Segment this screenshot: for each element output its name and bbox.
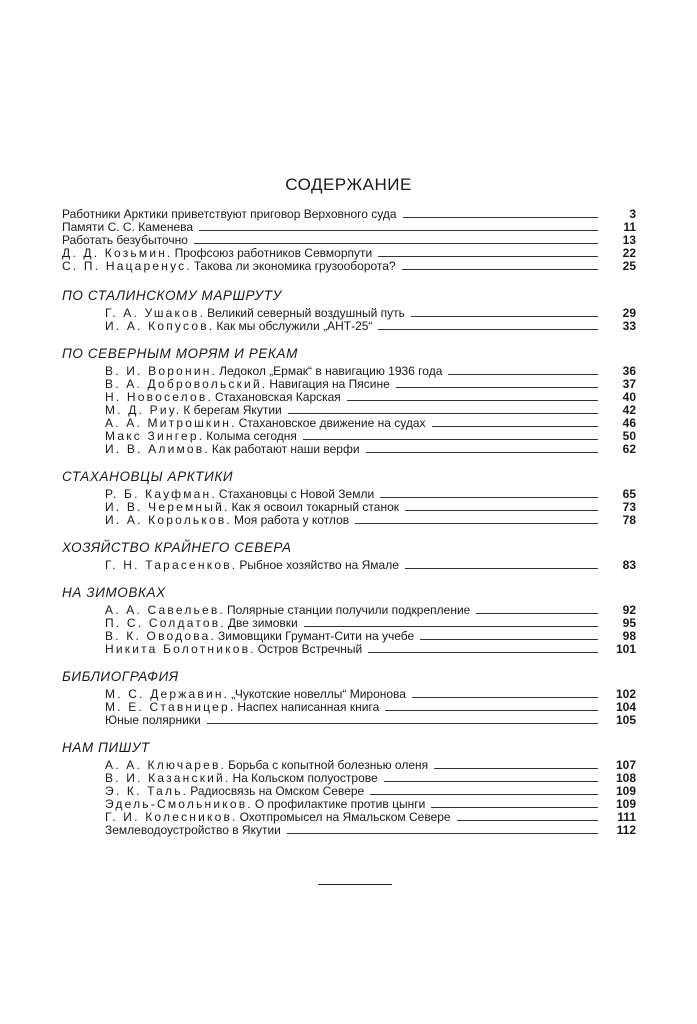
leader-line	[287, 833, 598, 834]
leader-line	[476, 613, 598, 614]
entry-author: Г. А. Ушаков.	[105, 306, 206, 320]
entry-title: Стахановская Карская	[214, 390, 341, 404]
entry-author: П. С. Солдатов.	[105, 616, 226, 630]
entry-author: Макс Зингер.	[105, 429, 205, 443]
entry-title: Такова ли экономика грузооборота?	[193, 259, 396, 273]
entry-page: 102	[615, 687, 636, 701]
section-heading: НА ЗИМОВКАХ	[62, 585, 166, 600]
toc-entry[interactable]	[62, 260, 636, 273]
entry-page: 92	[622, 603, 636, 617]
section-heading: ХОЗЯЙСТВО КРАЙНЕГО СЕВЕРА	[62, 540, 292, 555]
toc-entry[interactable]	[62, 824, 636, 837]
entry-title: Радиосвязь на Омском Севере	[190, 784, 365, 798]
section-heading: БИБЛИОГРАФИЯ	[62, 669, 179, 684]
entry-title: Борьба с копытной болезнью оленя	[228, 758, 429, 772]
entry-title: На Кольском полуострове	[232, 771, 378, 785]
entry-title: Моя работа у котлов	[233, 513, 350, 527]
entry-title: К берегам Якутии	[183, 403, 282, 417]
leader-line	[303, 439, 598, 440]
entry-page: 98	[622, 629, 636, 643]
leader-line	[405, 510, 598, 511]
entry-page: 3	[629, 207, 636, 221]
entry-author: И. А. Копусов.	[105, 319, 215, 333]
leader-line	[420, 639, 598, 640]
entry-title: Великий северный воздушный путь	[207, 306, 405, 320]
entry-author: В. И. Воронин.	[105, 364, 218, 378]
leader-line	[396, 387, 598, 388]
leader-line	[366, 452, 598, 453]
entry-author: М. С. Державин.	[105, 687, 230, 701]
entry-title: Памяти С. С. Каменева	[62, 220, 194, 234]
entry-title: Юные полярники	[105, 713, 201, 727]
toc-entry[interactable]	[62, 643, 636, 656]
entry-title: „Чукотские новеллы“ Миронова	[231, 687, 406, 701]
toc-entry[interactable]	[62, 714, 636, 727]
leader-line	[288, 413, 598, 414]
leader-line	[384, 781, 598, 782]
leader-line	[207, 723, 598, 724]
leader-line	[405, 568, 598, 569]
entry-page: 40	[622, 390, 636, 404]
separator-rule	[318, 884, 392, 885]
entry-page: 109	[615, 797, 636, 811]
entry-title: Стахановцы с Новой Земли	[218, 487, 375, 501]
leader-line	[355, 523, 598, 524]
leader-line	[402, 269, 598, 270]
entry-title: Наспех написанная книга	[237, 700, 380, 714]
entry-page: 37	[622, 377, 636, 391]
entry-author: Н. Новоселов.	[105, 390, 213, 404]
entry-title: Навигация на Пясине	[269, 377, 390, 391]
entry-page: 101	[615, 642, 636, 656]
leader-line	[378, 256, 598, 257]
entry-page: 104	[615, 700, 636, 714]
leader-line	[380, 497, 598, 498]
entry-title: Работники Арктики приветствуют приговор Верховного суда	[62, 207, 397, 221]
page-title: СОДЕРЖАНИЕ	[285, 175, 412, 194]
entry-page: 111	[617, 810, 636, 824]
leader-line	[432, 426, 598, 427]
leader-line	[199, 230, 598, 231]
entry-title: Две зимовки	[227, 616, 298, 630]
entry-author: С. П. Нацаренус.	[62, 259, 192, 273]
leader-line	[370, 794, 598, 795]
entry-title: Профсоюз работников Севморпути	[174, 246, 373, 260]
entry-author: Г. И. Колесников.	[105, 810, 238, 824]
leader-line	[347, 400, 598, 401]
entry-author: Д. Д. Козьмин.	[62, 246, 173, 260]
entry-page: 42	[622, 403, 636, 417]
toc-entry[interactable]	[62, 559, 636, 572]
entry-author: И. В. Алимов.	[105, 442, 210, 456]
leader-line	[304, 626, 598, 627]
entry-page: 112	[616, 823, 636, 837]
entry-author: В. А. Добровольский.	[105, 377, 268, 391]
entry-page: 25	[622, 259, 636, 273]
toc-entry[interactable]	[62, 514, 636, 527]
entry-page: 29	[622, 306, 636, 320]
entry-page: 107	[615, 758, 636, 772]
entry-page: 11	[623, 220, 636, 234]
entry-title: Ледокол „Ермак“ в навигацию 1936 года	[219, 364, 443, 378]
entry-title: Колыма сегодня	[206, 429, 297, 443]
entry-page: 62	[622, 442, 636, 456]
entry-title: Остров Встречный	[257, 642, 363, 656]
entry-author: М. Д. Риу.	[105, 403, 182, 417]
section-heading: СТАХАНОВЦЫ АРКТИКИ	[62, 469, 234, 484]
entry-title: Землеводоустройство в Якутии	[105, 823, 281, 837]
entry-title: Как я освоил токарный станок	[231, 500, 400, 514]
entry-author: М. Е. Ставницер.	[105, 700, 236, 714]
toc-entry[interactable]	[62, 443, 636, 456]
entry-title: О профилактике против цынги	[254, 797, 426, 811]
entry-title: Стахановское движение на судах	[238, 416, 426, 430]
entry-author: Р. Б. Кауфман.	[105, 487, 217, 501]
entry-title: Работать безубыточно	[62, 233, 188, 247]
entry-author: А. А. Митрошкин.	[105, 416, 237, 430]
leader-line	[412, 697, 598, 698]
entry-title: Полярные станции получили подкрепление	[226, 603, 471, 617]
entry-author: Эдель-Смольников.	[105, 797, 253, 811]
leader-line	[385, 710, 598, 711]
entry-author: И. А. Корольков.	[105, 513, 232, 527]
section-heading: НАМ ПИШУТ	[62, 740, 150, 755]
entry-author: Г. Н. Тарасенков.	[105, 558, 238, 572]
entry-page: 108	[615, 771, 636, 785]
leader-line	[194, 243, 598, 244]
leader-line	[378, 329, 598, 330]
entry-title: Охотпромысел на Ямальском Севере	[239, 810, 451, 824]
entry-page: 109	[615, 784, 636, 798]
leader-line	[368, 652, 598, 653]
entry-author: В. К. Оводова.	[105, 629, 217, 643]
toc-entry[interactable]	[62, 320, 636, 333]
entry-page: 65	[622, 487, 636, 501]
entry-page: 22	[622, 246, 636, 260]
entry-page: 83	[622, 558, 636, 572]
leader-line	[457, 820, 598, 821]
entry-page: 36	[622, 364, 636, 378]
entry-page: 105	[615, 713, 636, 727]
leader-line	[411, 316, 598, 317]
leader-line	[448, 374, 598, 375]
entry-page: 46	[622, 416, 636, 430]
entry-author: И. В. Черемный.	[105, 500, 230, 514]
entry-author: Никита Болотников.	[105, 642, 256, 656]
entry-page: 13	[622, 233, 636, 247]
entry-title: Рыбное хозяйство на Ямале	[239, 558, 399, 572]
entry-author: А. А. Савельев.	[105, 603, 225, 617]
entry-author: В. И. Казанский.	[105, 771, 231, 785]
leader-line	[403, 217, 598, 218]
table-of-contents	[62, 208, 636, 837]
entry-page: 73	[622, 500, 636, 514]
entry-page: 33	[622, 319, 636, 333]
entry-title: Как работают наши верфи	[211, 442, 360, 456]
leader-line	[434, 768, 598, 769]
entry-page: 95	[622, 616, 636, 630]
entry-title: Зимовщики Грумант-Сити на учебе	[218, 629, 415, 643]
entry-page: 78	[622, 513, 636, 527]
entry-author: А. А. Ключарев.	[105, 758, 227, 772]
entry-author: Э. К. Таль.	[105, 784, 189, 798]
leader-line	[431, 807, 598, 808]
section-heading: ПО СТАЛИНСКОМУ МАРШРУТУ	[62, 288, 282, 303]
entry-title: Как мы обслужили „АНТ-25“	[216, 319, 373, 333]
section-heading: ПО СЕВЕРНЫМ МОРЯМ И РЕКАМ	[62, 346, 298, 361]
entry-page: 50	[622, 429, 636, 443]
